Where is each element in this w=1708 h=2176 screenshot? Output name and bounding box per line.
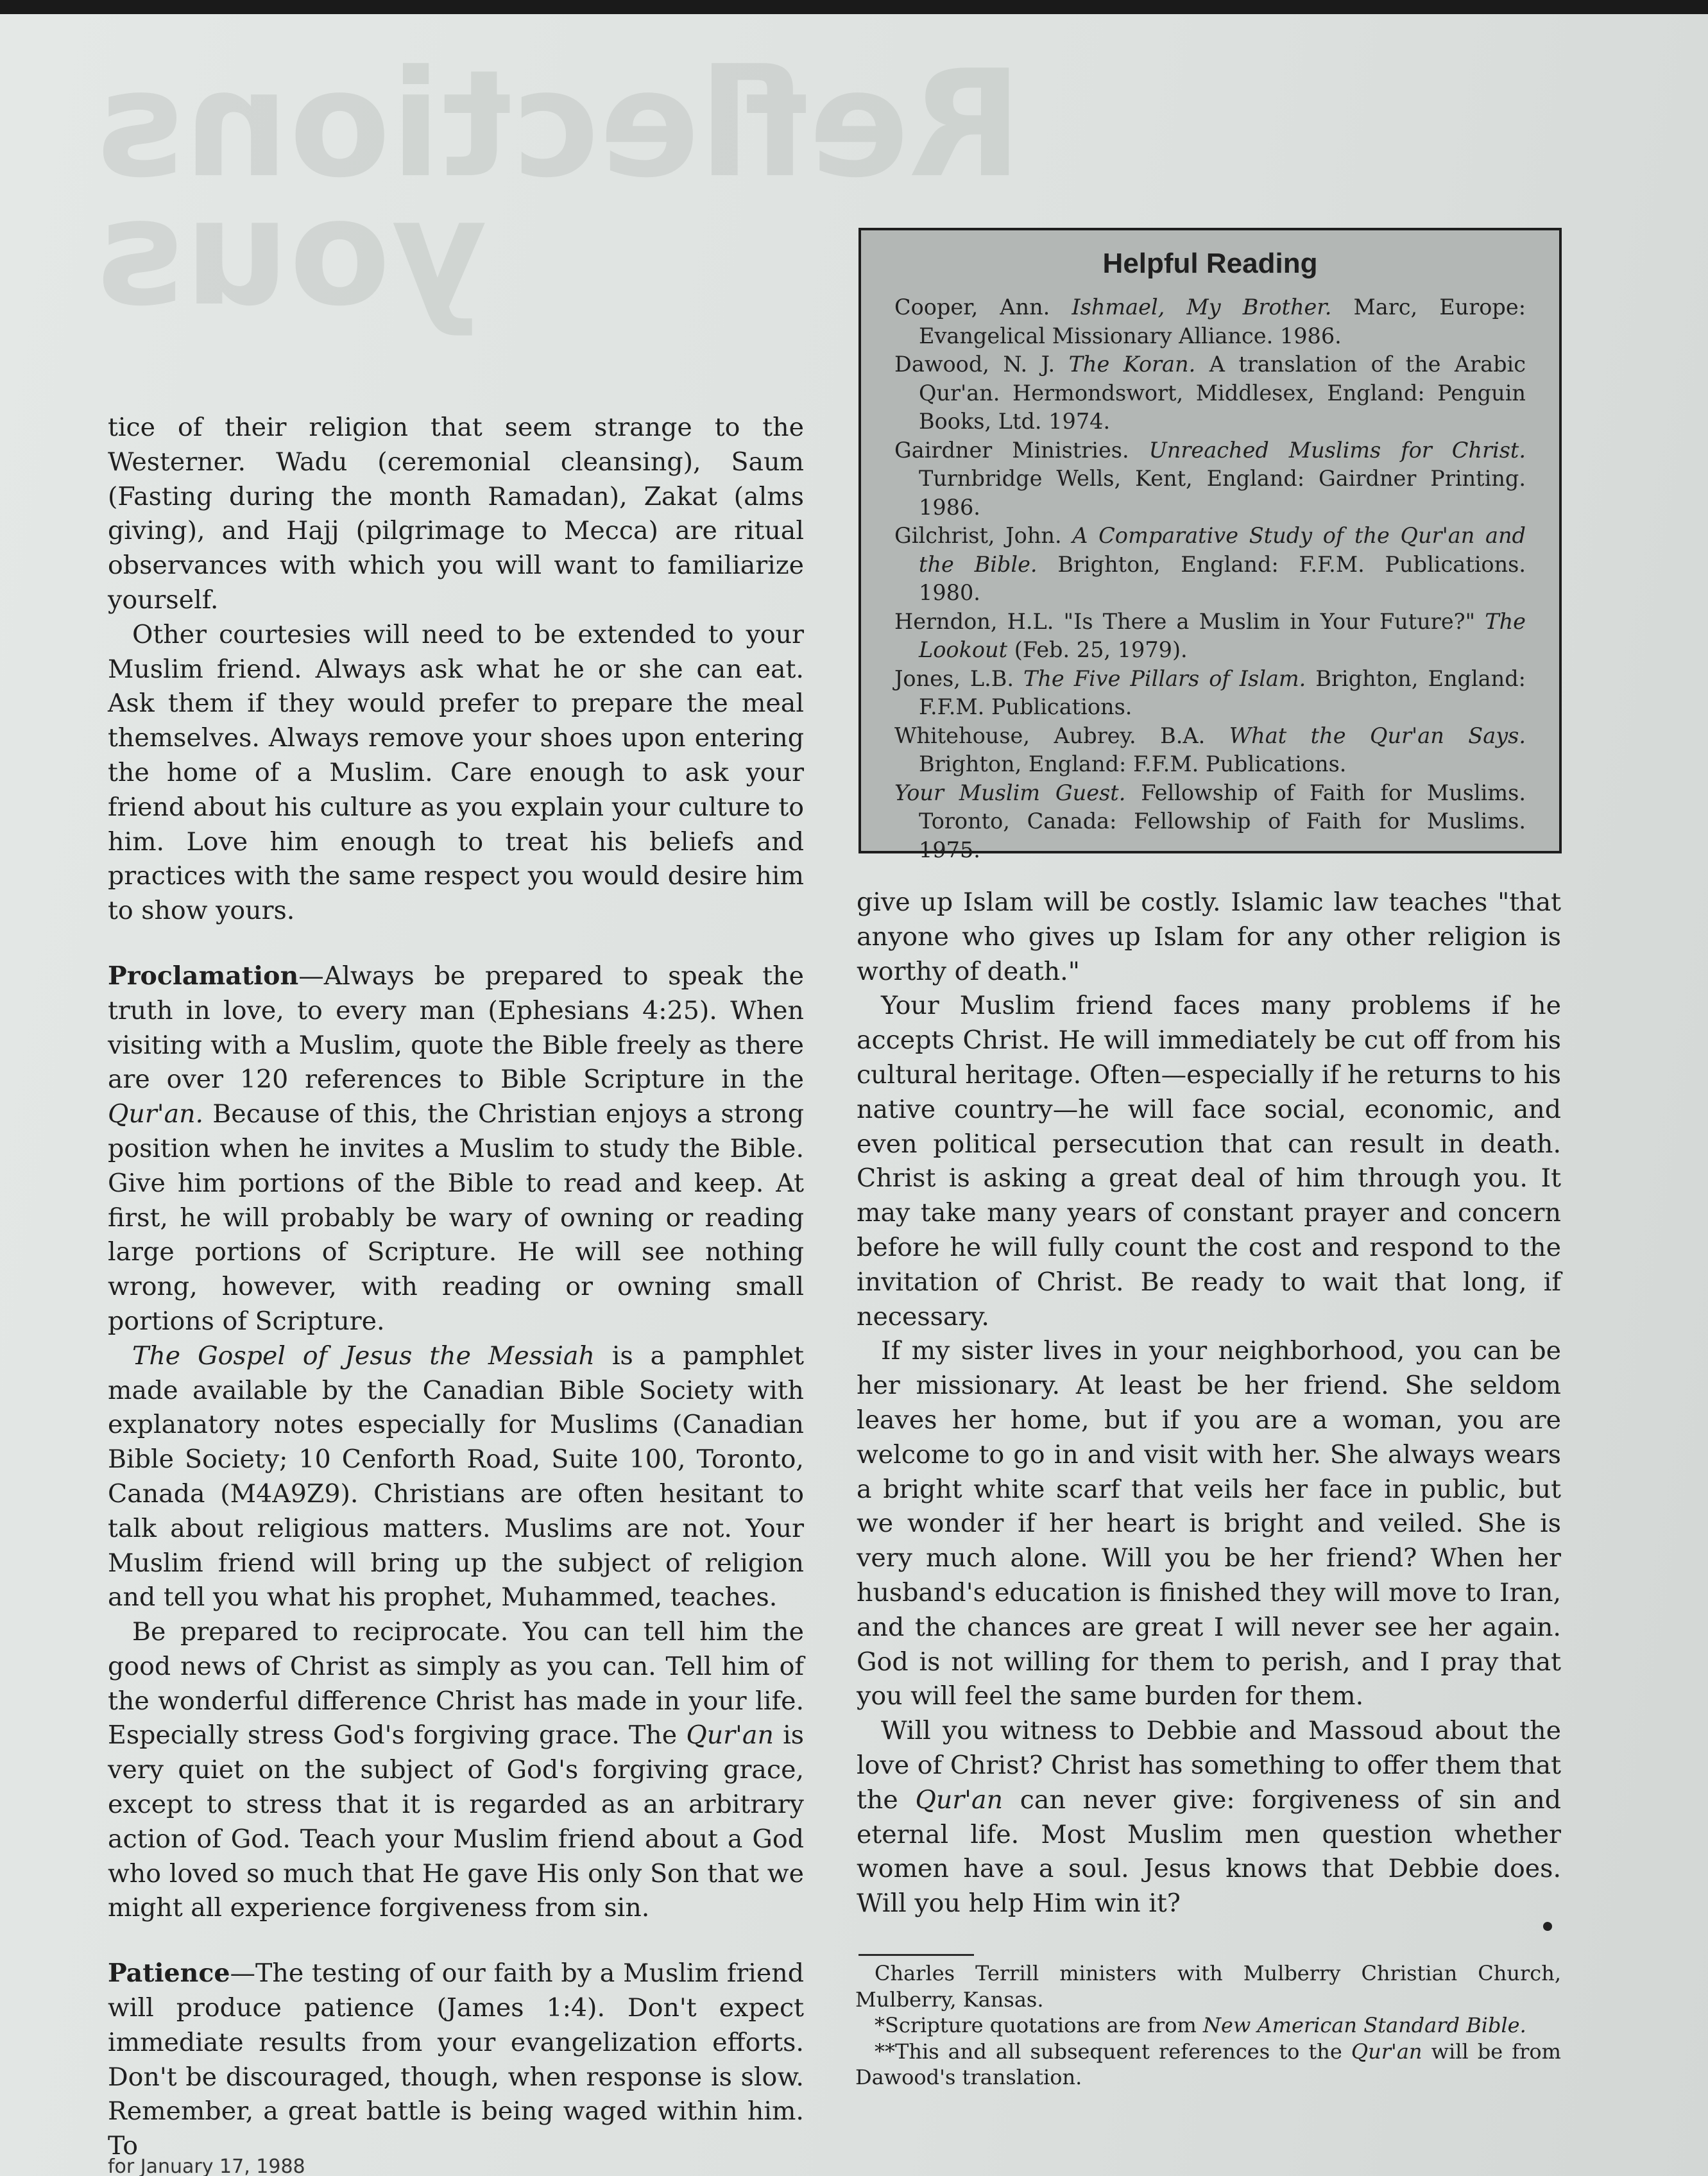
- right-column: [857, 886, 1561, 1921]
- section-heading: Proclamation: [108, 961, 299, 991]
- quran-note: **This and all subsequent references to the Qur'an will be from Dawood's translation.: [855, 2039, 1562, 2089]
- reference-entry: Gairdner Ministries. Unreached Muslims for Christ. Turnbridge Wells, Kent, England: Gairdner Printing. 1986.: [894, 437, 1526, 520]
- paragraph: If my sister lives in your neighborhood, you can be her missionary. At least be her friend. She seldom leaves her home, but if you are a woman, you are welcome to go in and visit with her. She always wears a bright white scarf that veils her face in public, but we wonder if her heart is bright and veiled. She is very much alone. Will you be her friend? When her husband's education is finished they will move to Iran, and the chances are great I will never see her again. God is not willing for them to perish, and I pray that you will feel the same burden for them.: [857, 1336, 1561, 1711]
- author-note: Charles Terrill ministers with Mulberry Christian Church, Mulberry, Kansas.: [855, 1961, 1561, 2012]
- paragraph: The Gospel of Jesus the Messiah is a pamphlet made available by the Canadian Bible Society with explanatory notes especially for Muslims (Canadian Bible Society; 10 Cenforth Road, Suite 100, Toronto, Canada (M4A9Z9). Christians are often hesitant to talk about religious matters. Muslims are not. Your Muslim friend will bring up the subject of religion and tell you what his prophet, Muhammed, teaches.: [108, 1341, 804, 1613]
- helpful-reading-box: [858, 228, 1562, 862]
- page-footer: for January 17, 1988: [108, 2157, 305, 2176]
- paragraph: Will you witness to Debbie and Massoud about the love of Christ? Christ has something to offer them that the Qur'an can never give: forgiveness of sin and eternal life. Most Muslim men question whether women have a soul. Jesus knows that Debbie does. Will you help Him win it?: [857, 1716, 1562, 1919]
- left-column: [108, 411, 804, 2164]
- proclamation-section: Proclamation—Always be prepared to speak the truth in love, to every man (Ephesians 4:25). When visiting with a Muslim, quote the Bible freely as there are over 120 references to Bible Scripture in the Qur'an. Because of this, the Christian enjoys a strong position when he invites a Muslim to study the Bible. Give him portions of the Bible to read and keep. At first, he will probably be wary of owning or reading large portions of Scripture. He will see nothing wrong, however, with reading or owning small portions of Scripture.: [108, 961, 804, 1336]
- patience-section: Patience—The testing of our faith by a Muslim friend will produce patience (James 1:4). Don't expect immediate results from your evangelization efforts. Don't be discouraged, though, when response is slow. Remember, a great battle is being waged within him. To: [108, 1958, 804, 2161]
- scripture-note: *Scripture quotations are from New American Standard Bible.: [875, 2013, 1526, 2037]
- box-title: Helpful Reading: [1102, 248, 1318, 279]
- pamphlet-title: The Gospel of Jesus the Messiah: [132, 1341, 595, 1371]
- reference-entry: Gilchrist, John. A Comparative Study of the Qur'an and the Bible. Brighton, England: F.F.M. Publications. 1980.: [894, 523, 1526, 605]
- reference-list: [894, 293, 1526, 864]
- paragraph: Be prepared to reciprocate. You can tell him the good news of Christ as simply as you can. Tell him of the wonderful difference Christ has made in your life. Especially stress God's forgiving grace. The Qur'an is very quiet on the subject of God's forgiving grace, except to stress that it is regarded as an arbitrary action of God. Teach your Muslim friend about a God who loved so much that He gave His only Son that we might all experience forgiveness from sin.: [108, 1617, 804, 1923]
- bleed-through-title: Reflections yous: [96, 39, 1023, 339]
- italic-quran: Qur'an: [915, 1785, 1003, 1815]
- reference-entry: Your Muslim Guest. Fellowship of Faith for Muslims. Toronto, Canada: Fellowship of Faith for Muslims. 1975.: [894, 780, 1526, 862]
- reference-entry: Herndon, H.L. "Is There a Muslim in Your Future?" The Lookout (Feb. 25, 1979).: [894, 608, 1526, 662]
- paragraph: give up Islam will be costly. Islamic law teaches "that anyone who gives up Islam for any other religion is worthy of death.": [857, 887, 1561, 986]
- reference-entry: Dawood, N. J. The Koran. A translation of the Arabic Qur'an. Hermondswort, Middlesex, England: Penguin Books, Ltd. 1974.: [894, 352, 1526, 434]
- paragraph: tice of their religion that seem strange to the Westerner. Wadu (ceremonial cleansing), Saum (Fasting during the month Ramadan), Zakat (alms giving), and Hajj (pilgrimage to Mecca) are ritual observances with which you will want to familiarize yourself.: [108, 413, 804, 615]
- reference-entry: Jones, L.B. The Five Pillars of Islam. Brighton, England: F.F.M. Publications.: [894, 665, 1526, 719]
- section-heading: Patience: [108, 1958, 230, 1989]
- paragraph: Your Muslim friend faces many problems if he accepts Christ. He will immediately be cut off from his cultural heritage. Often—especially if he returns to his native country—he will face social, economic, and even political persecution that can result in death. Christ is asking a great deal of him through you. It may take many years of constant prayer and concern before he will fully count the cost and respond to the invitation of Christ. Be ready to wait that long, if necessary.: [857, 991, 1561, 1332]
- footnotes: [855, 1960, 1561, 2091]
- end-mark: [1543, 1922, 1552, 1931]
- reference-entry: Cooper, Ann. Ishmael, My Brother. Marc, Europe: Evangelical Missionary Alliance. 1986.: [894, 295, 1526, 348]
- italic-quran: Qur'an.: [108, 1099, 204, 1129]
- italic-quran: Qur'an: [686, 1720, 774, 1751]
- footnote-rule: [858, 1954, 974, 1956]
- scan-edge: [0, 0, 1708, 14]
- paragraph: Other courtesies will need to be extended to your Muslim friend. Always ask what he or she can eat. Ask them if they would prefer to prepare the meal themselves. Always remove your shoes upon entering the home of a Muslim. Care enough to ask your friend about his culture as you explain your culture to him. Love him enough to treat his beliefs and practices with the same respect you would desire him to show yours.: [108, 619, 804, 926]
- reference-entry: Whitehouse, Aubrey. B.A. What the Qur'an Says. Brighton, England: F.F.M. Publications.: [894, 723, 1526, 776]
